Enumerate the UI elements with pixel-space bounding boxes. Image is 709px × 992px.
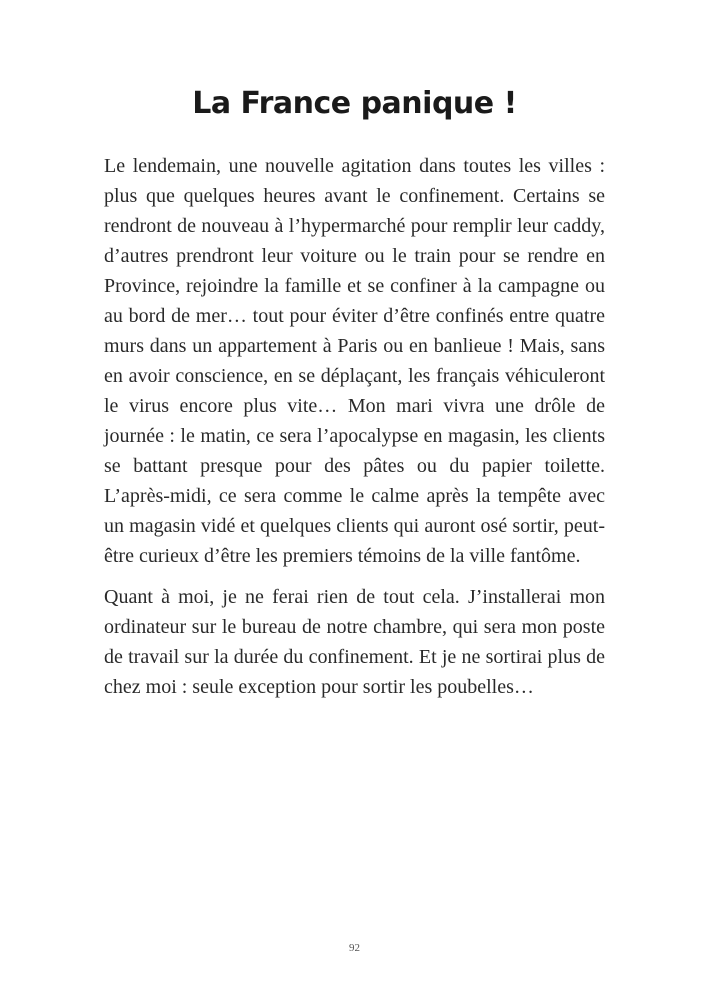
chapter-title: La France panique ! — [192, 86, 517, 121]
paragraph: Quant à moi, je ne ferai rien de tout cela. J’installerai mon ordinateur sur le bureau de notre chambre, qui sera mon poste de travail sur la durée du confinement. Et je ne sortirai plus de chez moi : seule exception pour sortir les poubelles… — [104, 586, 605, 698]
paragraph: Le lendemain, une nouvelle agitation dans toutes les villes : plus que quelques heures avant le confinement. Certains se rendront de nouveau à l’hypermarché pour remplir leur caddy, d’autres prendront leur voiture ou le train pour se rendre en Province, rejoindre la famille et se confiner à la campagne ou au bord de mer… tout pour éviter d’être confinés entre quatre murs dans un appartement à Paris ou en banlieue ! Mais, sans en avoir conscience, en se déplaçant, les français véhiculeront le virus encore plus vite… Mon mari vivra une drôle de journée : le matin, ce sera l’apocalypse en magasin, les clients se battant presque pour des pâtes ou du papier toilette. L’après-midi, ce sera comme le calme après la tempête avec un magasin vidé et quelques clients qui auront osé sortir, peut-être curieux d’être les premiers témoins de la ville fantôme. — [104, 155, 605, 567]
body-text — [104, 151, 605, 702]
page-number: 92 — [349, 942, 360, 954]
